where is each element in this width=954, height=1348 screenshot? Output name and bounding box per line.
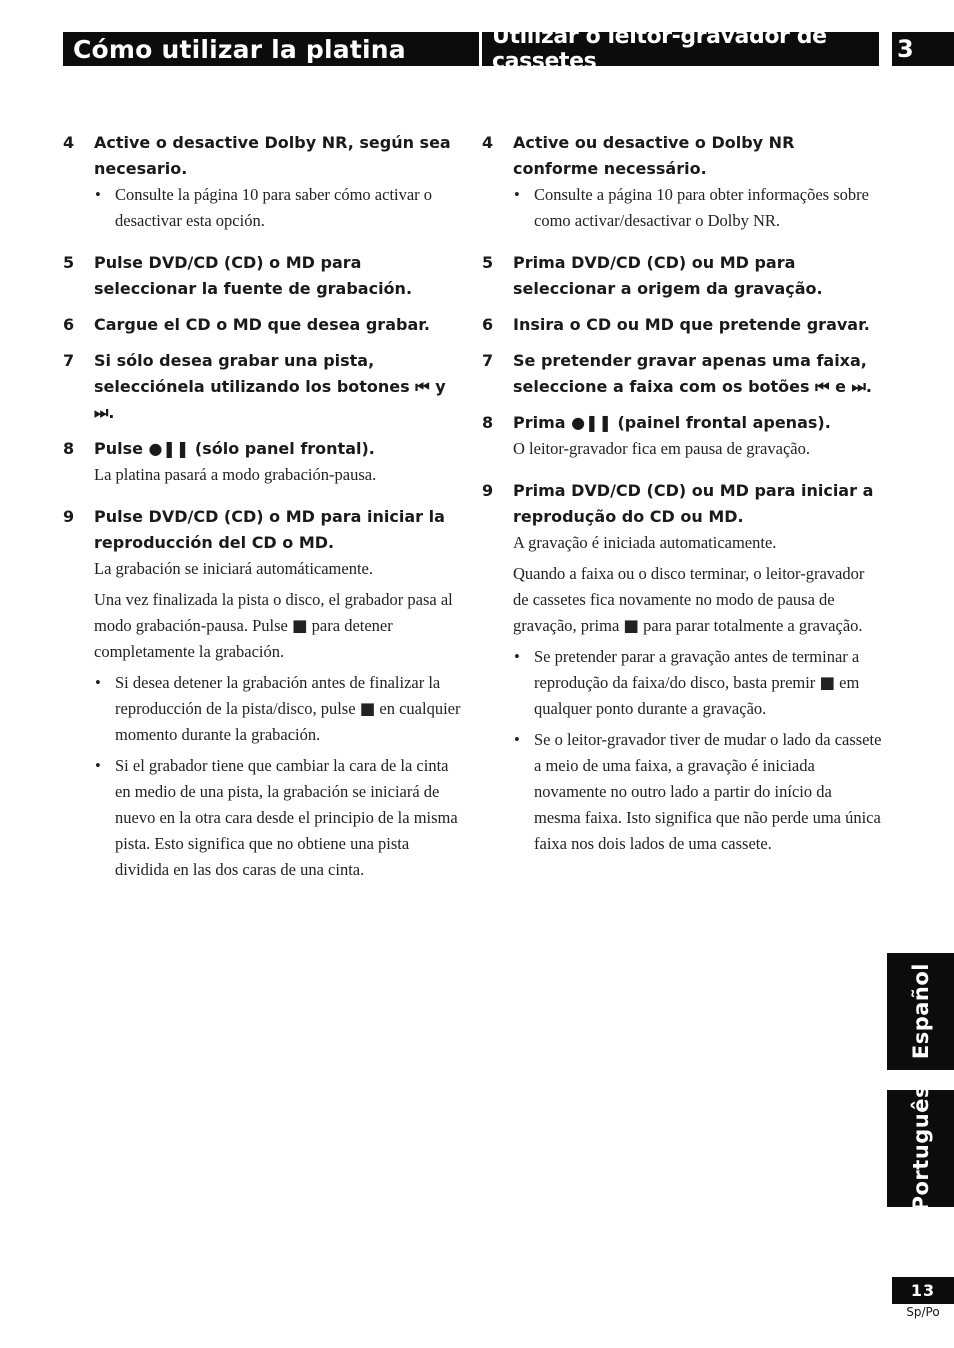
pt-step-8 [482, 410, 882, 462]
step-number: 6 [482, 315, 494, 334]
language-tab-label: Português [908, 1085, 933, 1212]
language-tab-espanol [887, 953, 954, 1070]
step-title: Prima DVD/CD (CD) ou MD para seleccionar a origem da gravação. [513, 253, 823, 298]
step-text [94, 587, 463, 665]
es-step-6 [63, 312, 463, 338]
step-text: La platina pasará a modo grabación-pausa. [94, 465, 377, 484]
step-number: 5 [63, 253, 75, 272]
header-title-es [63, 32, 479, 66]
step-text: O leitor-gravador fica em pausa de gravação. [513, 439, 810, 458]
bullet-icon: • [95, 756, 101, 775]
step-title [513, 348, 882, 400]
step-text [513, 561, 882, 639]
step-title [94, 348, 463, 426]
step-title-text: (painel frontal apenas). [611, 413, 831, 432]
language-tab-portugues [887, 1085, 954, 1212]
es-step-7 [63, 348, 463, 426]
step-title-text: Si sólo desea grabar una pista, selecciónela utilizando los botones [94, 351, 416, 396]
next-track-icon: ⏭ [94, 403, 109, 422]
stop-icon: ■ [623, 616, 639, 635]
step-title-text: (sólo panel frontal). [189, 439, 375, 458]
pt-step-4 [482, 130, 882, 234]
step-number: 7 [63, 351, 75, 370]
page-number: 13 [892, 1277, 954, 1304]
bullet-text: Si el grabador tiene que cambiar la cara de la cinta en medio de una pista, la grabación se iniciará de nuevo en la otra cara desde el principio de la misma pista. Esto significa que no obtiene una pista dividida en las dos caras de una cinta. [115, 756, 458, 879]
bullet-icon: • [514, 647, 520, 666]
step-number: 5 [482, 253, 494, 272]
step-text-part: Una vez finalizada la pista o disco, el grabador pasa al modo grabación-pausa. Pulse [94, 590, 453, 635]
chapter-number-text: 3 [897, 35, 914, 63]
bullet-text: Se pretender parar a gravação antes de terminar a reprodução da faixa/do disco, basta premir [534, 647, 860, 692]
step-title: Active o desactive Dolby NR, según sea necesario. [94, 133, 451, 178]
step-bullet [514, 644, 882, 722]
step-title: Prima DVD/CD (CD) ou MD para iniciar a reprodução do CD ou MD. [513, 481, 874, 526]
bullet-text: Si desea detener la grabación antes de finalizar la reproducción de la pista/disco, pulse [115, 673, 441, 718]
step-title: Active ou desactive o Dolby NR conforme necessário. [513, 133, 795, 178]
step-number: 8 [63, 439, 75, 458]
stop-icon: ■ [819, 673, 836, 692]
step-title: Insira o CD ou MD que pretende gravar. [513, 315, 870, 334]
step-bullet [95, 182, 463, 234]
header-title-es-text: Cómo utilizar la platina [73, 34, 406, 64]
step-title [94, 436, 463, 462]
es-step-9 [63, 504, 463, 883]
step-title [513, 410, 882, 436]
step-title-text: Pulse [94, 439, 149, 458]
step-title-text: . [108, 403, 115, 422]
step-text: A gravação é iniciada automaticamente. [513, 533, 777, 552]
bullet-icon: • [95, 185, 101, 204]
header-title-pt [482, 24, 879, 74]
bullet-text: Se o leitor-gravador tiver de mudar o lado da cassete a meio de uma faixa, a gravação é iniciada novamente no outro lado a partir do início da mesma faixa. Isto significa que não perde uma única faixa nos dois lados de uma cassete. [534, 730, 882, 853]
bullet-icon: • [514, 730, 520, 749]
bullet-icon: • [514, 185, 520, 204]
step-text-part: Quando a faixa ou o disco terminar, o leitor-gravador de cassetes fica novamente no modo de pausa de gravação, prima [513, 564, 865, 635]
step-number: 4 [482, 133, 494, 152]
pt-step-7 [482, 348, 882, 400]
next-track-icon: ⏭ [851, 377, 866, 396]
step-bullet [514, 727, 882, 857]
step-number: 6 [63, 315, 75, 334]
step-title-text: e [829, 377, 852, 396]
page-language-code: Sp/Po [906, 1305, 940, 1319]
step-bullet [514, 182, 882, 234]
record-pause-icon: ●❚❚ [148, 439, 190, 458]
bullet-icon: • [95, 673, 101, 692]
step-bullet [95, 753, 463, 883]
column-portuguese [482, 130, 882, 867]
step-number: 8 [482, 413, 494, 432]
column-spanish [63, 130, 463, 893]
step-title-text: . [865, 377, 872, 396]
step-text-part: para parar totalmente a gravação. [639, 616, 863, 635]
step-title-text: Se pretender gravar apenas uma faixa, seleccione a faixa com os botões [513, 351, 867, 396]
bullet-text: Consulte a página 10 para obter informações sobre como activar/desactivar o Dolby NR. [534, 185, 869, 230]
step-text: La grabación se iniciará automáticamente. [94, 559, 373, 578]
language-tab-label: Español [908, 963, 933, 1060]
bullet-text: en cualquier momento durante la grabación. [115, 699, 461, 744]
bullet-text: em qualquer ponto durante a gravação. [534, 673, 860, 718]
step-title: Pulse DVD/CD (CD) o MD para seleccionar la fuente de grabación. [94, 253, 413, 298]
step-number: 4 [63, 133, 75, 152]
pt-step-6 [482, 312, 882, 338]
es-step-8 [63, 436, 463, 488]
step-title: Pulse DVD/CD (CD) o MD para iniciar la reproducción del CD o MD. [94, 507, 445, 552]
chapter-number [892, 32, 954, 66]
bullet-text: Consulte la página 10 para saber cómo activar o desactivar esta opción. [115, 185, 433, 230]
step-text-part: para detener completamente la grabación. [94, 616, 393, 661]
header-title-pt-text: Utilizar o leitor-gravador de cassetes [492, 24, 827, 74]
pt-step-5 [482, 250, 882, 302]
es-step-5 [63, 250, 463, 302]
step-bullet [95, 670, 463, 748]
es-step-4 [63, 130, 463, 234]
step-title: Cargue el CD o MD que desea grabar. [94, 315, 430, 334]
stop-icon: ■ [291, 616, 308, 635]
prev-track-icon: ⏮ [415, 377, 430, 396]
step-title-text: y [429, 377, 446, 396]
step-number: 9 [482, 481, 494, 500]
step-number: 9 [63, 507, 75, 526]
prev-track-icon: ⏮ [815, 377, 830, 396]
step-number: 7 [482, 351, 494, 370]
record-pause-icon: ●❚❚ [571, 413, 612, 432]
pt-step-9 [482, 478, 882, 857]
step-title-text: Prima [513, 413, 572, 432]
stop-icon: ■ [359, 699, 376, 718]
